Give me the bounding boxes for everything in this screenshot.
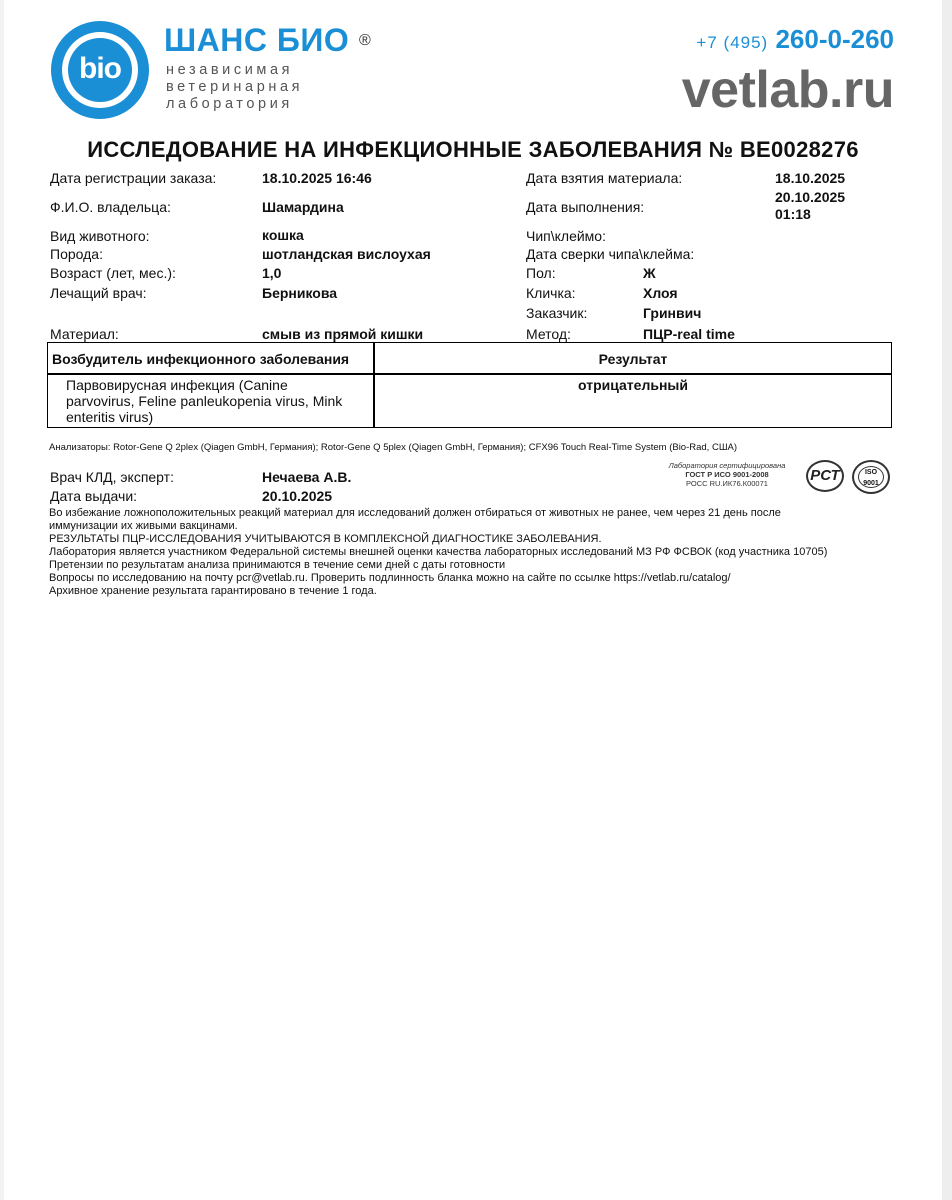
note-line-4: Лаборатория является участником Федеральной системы внешней оценки качества лабораторных исследований МЗ РФ ФСВОК (код участника 10705) bbox=[49, 546, 828, 558]
document-title: ИССЛЕДОВАНИЕ НА ИНФЕКЦИОННЫЕ ЗАБОЛЕВАНИЯ № BE0028276 bbox=[87, 137, 859, 162]
field-label-material: Материал: bbox=[50, 326, 119, 342]
cert-line-1: Лаборатория сертифицирована bbox=[668, 461, 786, 470]
iso-mark-text: ISO 9001 bbox=[858, 466, 884, 488]
iso-certification-mark-icon bbox=[852, 460, 890, 494]
field-value-vet: Берникова bbox=[262, 285, 338, 301]
analyzers-note: Анализаторы: Rotor-Gene Q 2plex (Qiagen GmbH, Германия); Rotor-Gene Q 5plex (Qiagen GmbH, Германия); CFX96 Touch Real-Time System (Bio-Rad, США) bbox=[49, 442, 738, 453]
brand-name: ШАНС БИО bbox=[164, 22, 350, 58]
signoff-label-expert: Врач КЛД, эксперт: bbox=[50, 469, 174, 485]
cert-line-3: РОСС RU.ИК76.К00071 bbox=[686, 479, 768, 488]
table-header-result: Результат bbox=[598, 351, 668, 367]
table-cell-pathogen-line-3: enteritis virus) bbox=[66, 409, 154, 425]
field-value-breed: шотландская вислоухая bbox=[262, 246, 431, 262]
note-line-6: Вопросы по исследованию на почту pcr@vetlab.ru. Проверить подлинность бланка можно на сайте по ссылке https://vetlab.ru/catalog/ bbox=[49, 572, 731, 584]
note-line-1: Во избежание ложноположительных реакций материал для исследований должен отбираться от животных не ранее, чем через 21 день после bbox=[49, 507, 781, 519]
field-value-age: 1,0 bbox=[262, 265, 282, 281]
cert-line-2: ГОСТ Р ИСО 9001-2008 bbox=[685, 470, 769, 479]
phone-number: 260-0-260 bbox=[775, 24, 894, 54]
page-edge-right bbox=[942, 0, 952, 1200]
field-label-customer: Заказчик: bbox=[526, 305, 588, 321]
field-value-owner: Шамардина bbox=[262, 199, 344, 215]
field-label-species: Вид животного: bbox=[50, 228, 150, 244]
site-url: vetlab.ru bbox=[681, 61, 894, 119]
field-value-completion-date: 20.10.2025 bbox=[775, 189, 846, 205]
field-value-sex: Ж bbox=[643, 265, 656, 281]
table-header-pathogen: Возбудитель инфекционного заболевания bbox=[52, 351, 350, 367]
field-label-vet: Лечащий врач: bbox=[50, 285, 147, 301]
field-value-material: смыв из прямой кишки bbox=[262, 326, 424, 342]
brand-registered-mark: ® bbox=[359, 32, 371, 49]
field-label-owner: Ф.И.О. владельца: bbox=[50, 199, 171, 215]
field-value-sampling-date: 18.10.2025 bbox=[775, 170, 846, 186]
page-edge-left bbox=[0, 0, 4, 1200]
field-value-method: ПЦР-real time bbox=[643, 326, 735, 342]
brand-subtitle-line-3: лаборатория bbox=[166, 96, 293, 112]
field-label-registration-date: Дата регистрации заказа: bbox=[50, 170, 217, 186]
field-label-sex: Пол: bbox=[526, 265, 556, 281]
field-label-sampling-date: Дата взятия материала: bbox=[526, 170, 683, 186]
field-label-method: Метод: bbox=[526, 326, 571, 342]
field-label-breed: Порода: bbox=[50, 246, 103, 262]
note-line-3: РЕЗУЛЬТАТЫ ПЦР-ИССЛЕДОВАНИЯ УЧИТЫВАЮТСЯ В КОМПЛЕКСНОЙ ДИАГНОСТИКЕ ЗАБОЛЕВАНИЯ. bbox=[49, 533, 602, 545]
table-cell-pathogen-line-2: parvovirus, Feline panleukopenia virus, Mink bbox=[66, 393, 343, 409]
logo-text: bio bbox=[68, 38, 132, 102]
phone-prefix: +7 (495) bbox=[696, 33, 769, 52]
field-label-chip-check-date: Дата сверки чипа\клейма: bbox=[526, 246, 695, 262]
field-value-pet-name: Хлоя bbox=[643, 285, 678, 301]
table-cell-pathogen-line-1: Парвовирусная инфекция (Canine bbox=[66, 377, 288, 393]
signoff-label-issue-date: Дата выдачи: bbox=[50, 488, 138, 504]
signoff-value-expert: Нечаева А.В. bbox=[262, 469, 352, 485]
table-cell-result: отрицательный bbox=[578, 377, 688, 393]
field-label-chip: Чип\клеймо: bbox=[526, 228, 606, 244]
note-line-2: иммунизации их живыми вакцинами. bbox=[49, 520, 238, 532]
field-value-species: кошка bbox=[262, 227, 304, 243]
bio-logo-icon bbox=[51, 21, 149, 119]
results-table bbox=[47, 342, 892, 428]
field-value-customer: Гринвич bbox=[643, 305, 702, 321]
brand-subtitle-line-2: ветеринарная bbox=[166, 79, 304, 95]
field-label-completion-date: Дата выполнения: bbox=[526, 199, 645, 215]
phone bbox=[696, 24, 894, 55]
note-line-7: Архивное хранение результата гарантировано в течение 1 года. bbox=[49, 585, 377, 597]
field-value-registration-date: 18.10.2025 16:46 bbox=[262, 170, 372, 186]
certification-caption bbox=[656, 461, 798, 488]
signoff-value-issue-date: 20.10.2025 bbox=[262, 488, 333, 504]
field-value-completion-time: 01:18 bbox=[775, 206, 811, 222]
field-label-pet-name: Кличка: bbox=[526, 285, 576, 301]
field-label-age: Возраст (лет, мес.): bbox=[50, 265, 176, 281]
rst-certification-mark-icon: РСТ bbox=[806, 460, 844, 492]
note-line-5: Претензии по результатам анализа принимаются в течение семи дней с даты готовности bbox=[49, 559, 506, 571]
brand-subtitle-line-1: независимая bbox=[166, 62, 294, 78]
